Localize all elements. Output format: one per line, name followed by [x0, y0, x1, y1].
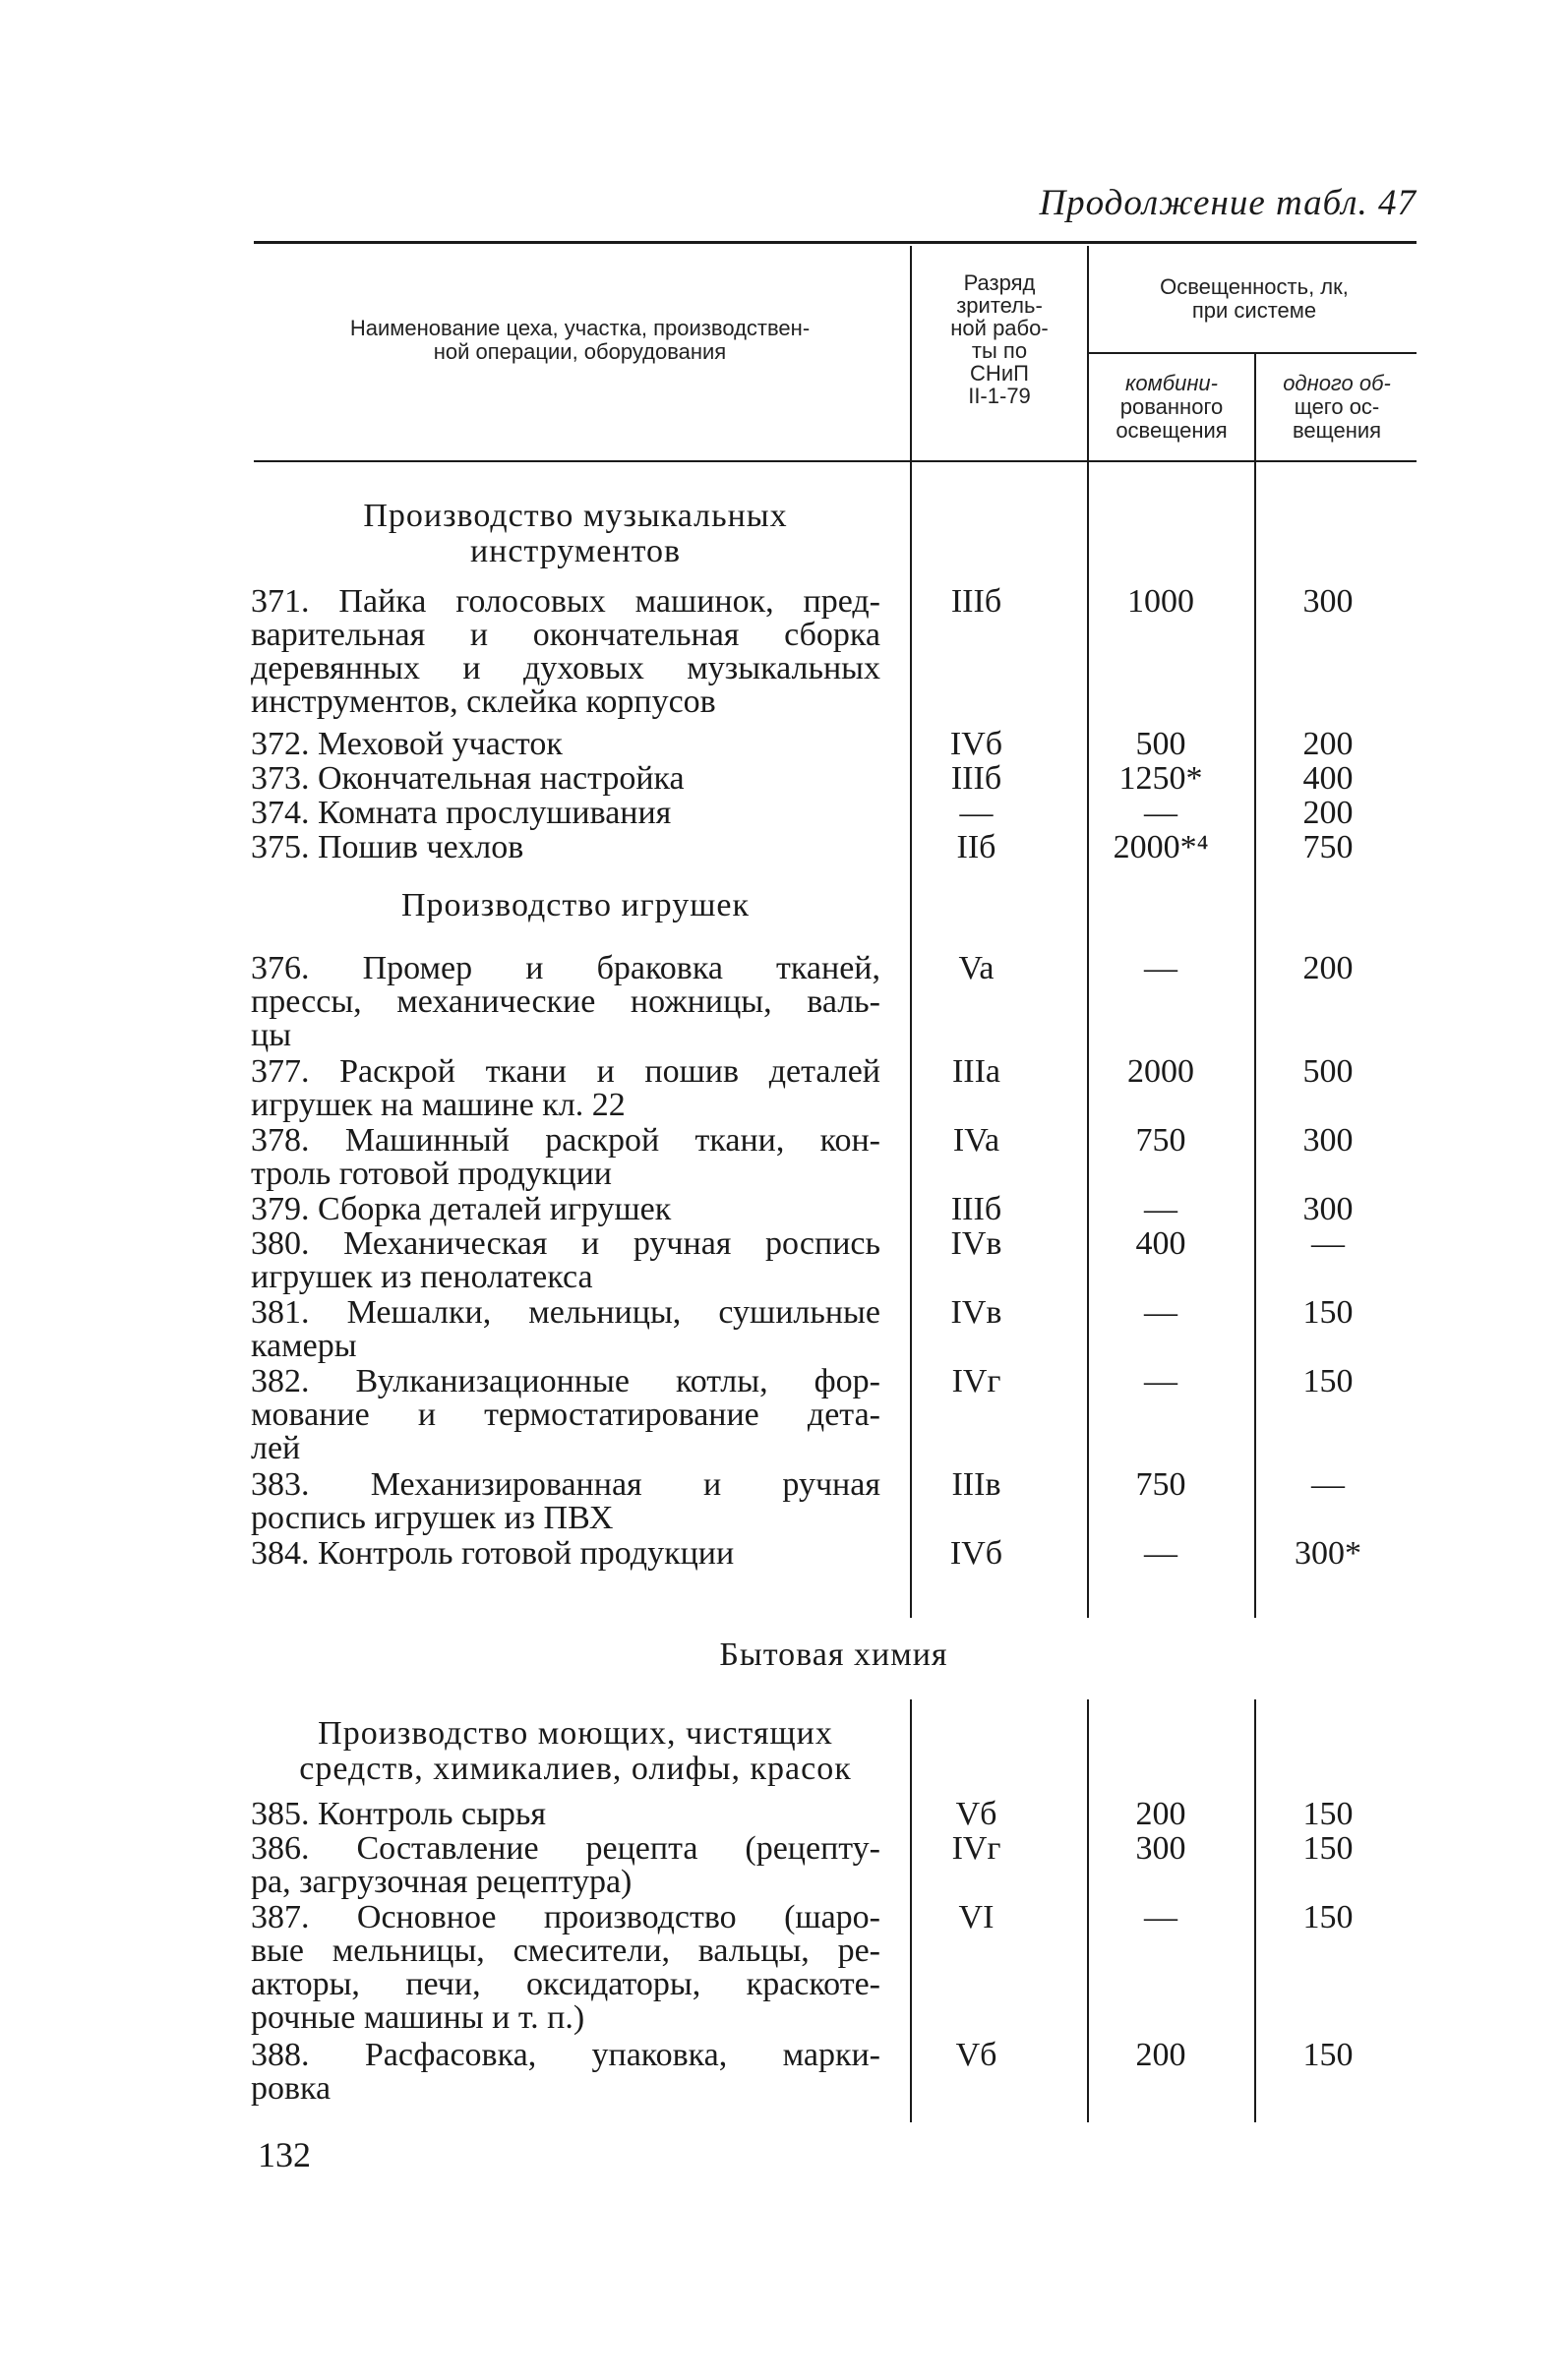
general-illum-cell: 200 [1302, 726, 1354, 762]
combined-illum-cell: 200 [1135, 1796, 1186, 1832]
grade-cell: IVб [949, 1535, 1003, 1572]
body-col-divider-2a [1087, 462, 1089, 1618]
table-row-label: 387. Основное производство (шаро- вые мельницы, смесители, вальцы, ре- акторы, печи, оксидаторы, краскоте- рочные машины и т. п.) [251, 1899, 880, 2036]
combined-illum-cell: 2000*⁴ [1113, 829, 1209, 865]
grade-cell: IVг [951, 1830, 1001, 1867]
general-illum-cell: 200 [1302, 950, 1354, 986]
grade-cell: IIIб [950, 583, 1002, 620]
grade-cell: Va [958, 950, 995, 986]
combined-illum-cell: 2000 [1127, 1053, 1194, 1090]
grade-cell: IIIб [950, 760, 1002, 797]
grade-cell: IIIв [951, 1466, 1001, 1503]
header-col-divider-1 [910, 246, 912, 460]
header-name: Наименование цеха, участка, производствен- ной операции, оборудования [349, 316, 811, 364]
combined-illum-cell: 1250* [1118, 760, 1203, 797]
general-illum-cell: 300 [1302, 1122, 1354, 1159]
table-row-label: 373. Окончательная настройка [251, 760, 685, 797]
general-illum-cell: 300* [1295, 1535, 1361, 1572]
grade-cell: — [959, 795, 994, 831]
combined-illum-cell: — [1144, 950, 1177, 986]
combined-illum-cell: — [1144, 795, 1177, 831]
general-illum-cell: 300 [1302, 583, 1354, 620]
combined-illum-cell: — [1144, 1363, 1177, 1399]
table-row-label: 384. Контроль готовой продукции [251, 1535, 735, 1572]
combined-illum-cell: — [1144, 1899, 1177, 1935]
table-row-label: 385. Контроль сырья [251, 1796, 547, 1832]
table-row-label: 378. Машинный раскрой ткани, кон- троль готовой продукции [251, 1122, 880, 1192]
grade-cell: IVв [950, 1225, 1002, 1262]
body-col-divider-3a [1254, 462, 1256, 1618]
table-row-label: 381. Мешалки, мельницы, сушильные камеры [251, 1294, 880, 1364]
grade-cell: IVг [951, 1363, 1001, 1399]
header-col-divider-2 [1087, 246, 1089, 460]
general-illum-cell: 150 [1302, 1294, 1354, 1331]
grade-cell: IVв [950, 1294, 1002, 1331]
header-col-divider-3 [1254, 354, 1256, 460]
table-row-label: 376. Промер и браковка тканей, прессы, механические ножницы, валь- цы [251, 950, 880, 1053]
table-row-label: 380. Механическая и ручная роспись игрушек из пенолатекса [251, 1225, 880, 1295]
grade-cell: IVб [949, 726, 1003, 762]
combined-illum-cell: — [1144, 1191, 1177, 1227]
general-illum-cell: — [1311, 1466, 1345, 1503]
grade-cell: IIIa [951, 1053, 1001, 1090]
header-bottom-rule [254, 460, 1417, 462]
general-illum-cell: 300 [1302, 1191, 1354, 1227]
table-row-label: 388. Расфасовка, упаковка, марки- ровка [251, 2037, 880, 2107]
table-row-label: 379. Сборка деталей игрушек [251, 1191, 672, 1227]
general-illum-cell: 150 [1302, 1363, 1354, 1399]
illum-subheader-rule [1087, 352, 1417, 354]
table-caption: Продолжение табл. 47 [1039, 183, 1417, 223]
table-row-label: 372. Меховой участок [251, 726, 563, 762]
combined-illum-cell: 300 [1135, 1830, 1186, 1867]
grade-cell: Vб [955, 1796, 997, 1832]
combined-illum-cell: 400 [1135, 1225, 1186, 1262]
table-row-label: 371. Пайка голосовых машинок, пред- варительная и окончательная сборка деревянных и духовых музыкальных инструментов, склейка корпусов [251, 583, 880, 720]
table-row-label: 375. Пошив чехлов [251, 829, 524, 865]
table-row-label: 386. Составление рецепта (рецепту- ра, загрузочная рецептура) [251, 1830, 880, 1900]
combined-illum-cell: 750 [1135, 1466, 1186, 1503]
table-row-label: 383. Механизированная и ручная роспись игрушек из ПВХ [251, 1466, 880, 1536]
grade-cell: IIб [956, 829, 996, 865]
header-general: одного об- щего ос- вещения [1283, 371, 1391, 443]
general-illum-cell: 150 [1302, 2037, 1354, 2073]
general-illum-cell: 150 [1302, 1796, 1354, 1832]
page-number: 132 [258, 2135, 311, 2174]
combined-illum-cell: 750 [1135, 1122, 1186, 1159]
general-illum-cell: — [1311, 1225, 1345, 1262]
section-title-household-chemistry: Бытовая химия [719, 1636, 948, 1673]
combined-illum-cell: — [1144, 1535, 1177, 1572]
general-illum-cell: 150 [1302, 1899, 1354, 1935]
header-combined: комбини- рованного освещения [1116, 371, 1228, 443]
general-illum-cell: 500 [1302, 1053, 1354, 1090]
table-row-label: 377. Раскрой ткани и пошив деталей игрушек на машине кл. 22 [251, 1053, 880, 1123]
table-row-label: 374. Комната прослушивания [251, 795, 672, 831]
table-row-label: 382. Вулканизационные котлы, фор- мование и термостатирование дета- лей [251, 1363, 880, 1466]
general-illum-cell: 200 [1302, 795, 1354, 831]
combined-illum-cell: — [1144, 1294, 1177, 1331]
grade-cell: IIIб [950, 1191, 1002, 1227]
general-illum-cell: 150 [1302, 1830, 1354, 1867]
grade-cell: VI [958, 1899, 995, 1935]
body-col-divider-1a [910, 462, 912, 1618]
general-illum-cell: 400 [1302, 760, 1354, 797]
general-illum-cell: 750 [1302, 829, 1354, 865]
section-title-toys: Производство игрушек [400, 887, 751, 923]
header-grade: Разряд зритель- ной рабо- ты по СНиП II-1-79 [950, 270, 1049, 408]
section-title-detergents: Производство моющих, чистящих средств, химикалиев, олифы, красок [299, 1715, 852, 1787]
combined-illum-cell: 1000 [1127, 583, 1194, 620]
section-title-music: Производство музыкальных инструментов [363, 498, 788, 569]
table-top-rule [254, 241, 1417, 244]
combined-illum-cell: 500 [1135, 726, 1186, 762]
header-illumination: Освещенность, лк, при системе [1160, 274, 1349, 323]
grade-cell: IVa [952, 1122, 1000, 1159]
combined-illum-cell: 200 [1135, 2037, 1186, 2073]
grade-cell: Vб [955, 2037, 997, 2073]
